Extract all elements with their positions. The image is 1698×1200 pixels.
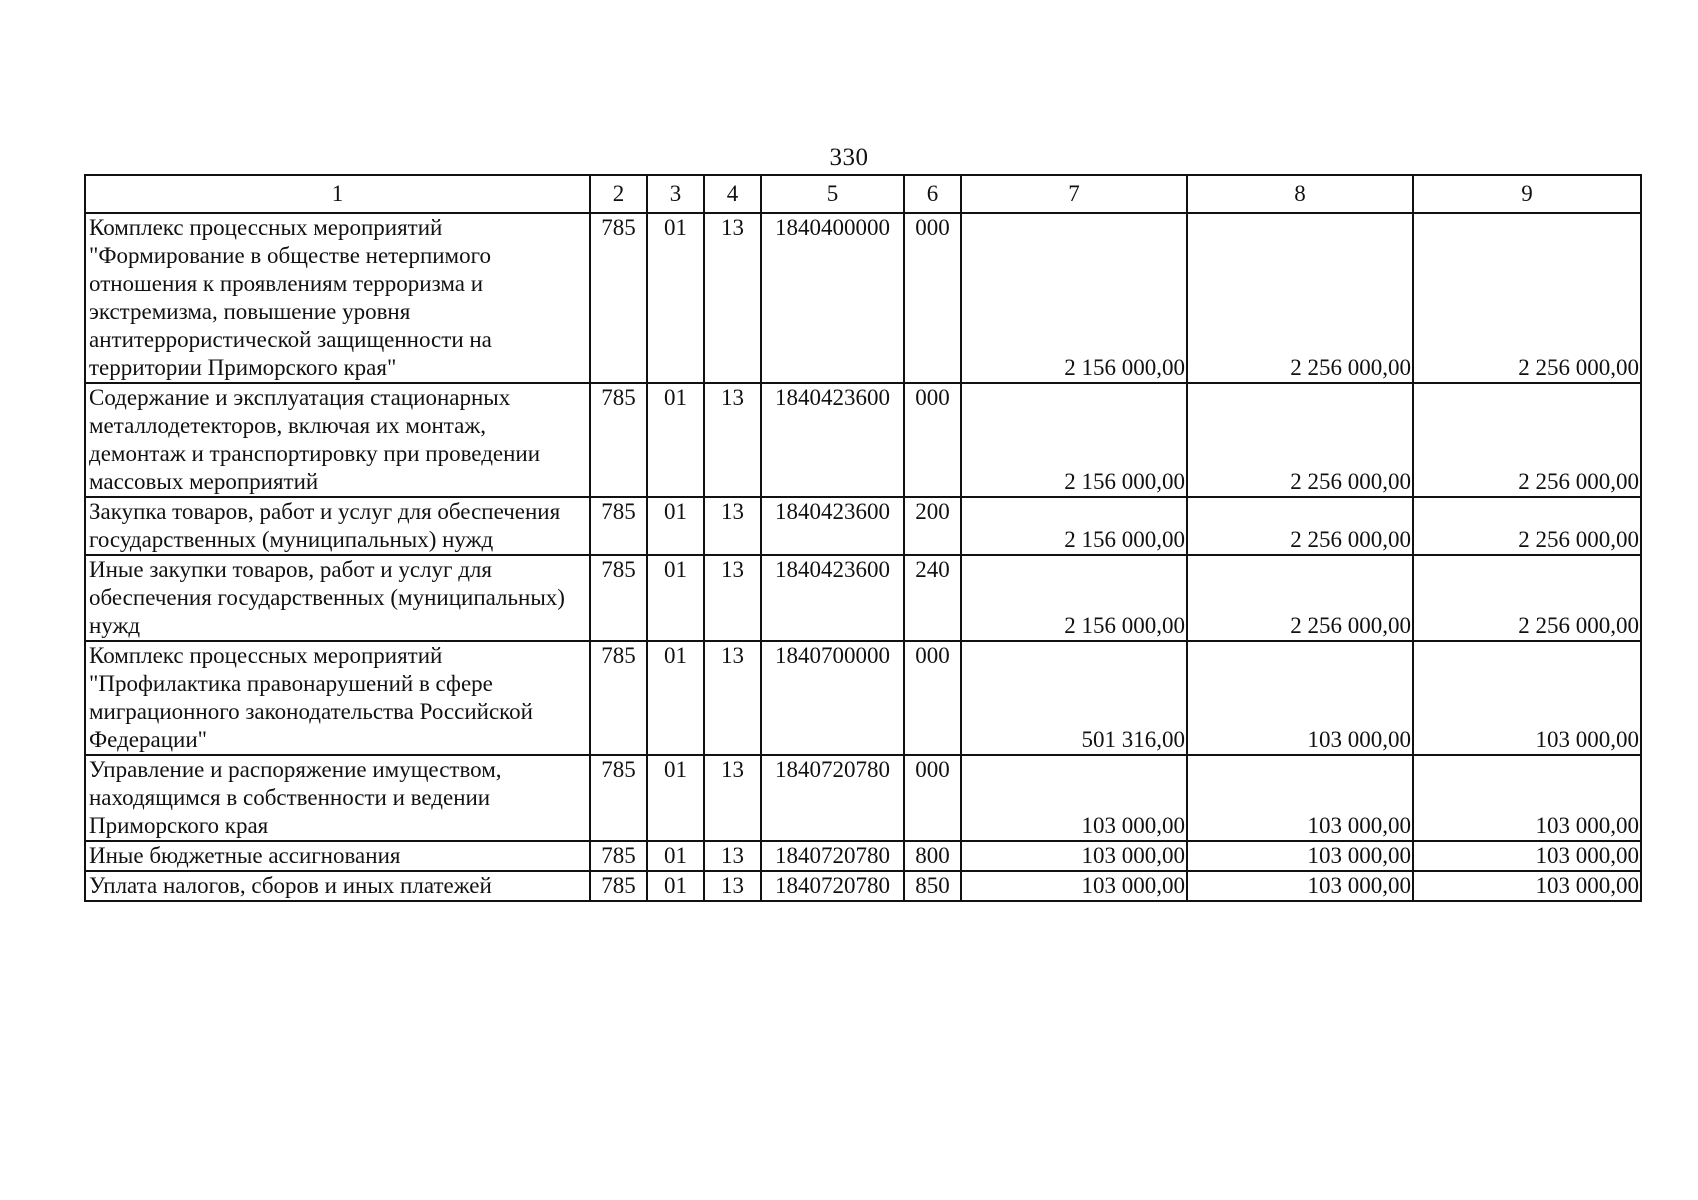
row-name: Содержание и эксплуатация стационарных металлодетекторов, включая их монтаж, демонтаж и транспортировку при проведении массовых мероприятий [85,383,590,497]
cell-code-2: 785 [590,871,647,901]
table-row [85,641,1641,755]
cell-code-2: 785 [590,383,647,497]
cell-code-5: 1840720780 [761,871,904,901]
cell-code-2: 785 [590,755,647,841]
cell-amount-8: 2 256 000,00 [1187,555,1413,641]
page-number: 330 [829,144,869,171]
budget-table [84,174,1642,902]
cell-code-3: 01 [647,641,704,755]
cell-code-4: 13 [704,641,761,755]
table-row [85,213,1641,383]
cell-amount-9: 103 000,00 [1413,641,1641,755]
table-row [85,871,1641,901]
row-name: Иные закупки товаров, работ и услуг для обеспечения государственных (муниципальных) нужд [85,555,590,641]
cell-amount-7: 2 156 000,00 [961,383,1187,497]
cell-code-3: 01 [647,555,704,641]
cell-amount-9: 2 256 000,00 [1413,213,1641,383]
cell-amount-8: 2 256 000,00 [1187,383,1413,497]
table-row [85,755,1641,841]
cell-code-3: 01 [647,213,704,383]
cell-code-6: 800 [904,841,961,871]
cell-code-2: 785 [590,497,647,555]
cell-code-6: 000 [904,755,961,841]
cell-amount-7: 2 156 000,00 [961,213,1187,383]
row-name: Комплекс процессных мероприятий "Формирование в обществе нетерпимого отношения к проявлениям терроризма и экстремизма, повышение уровня антитеррористической защищенности на территории Приморского края" [85,213,590,383]
cell-amount-9: 2 256 000,00 [1413,383,1641,497]
cell-code-3: 01 [647,497,704,555]
column-header: 1 [85,175,590,213]
table-row [85,497,1641,555]
cell-code-5: 1840720780 [761,755,904,841]
cell-amount-7: 2 156 000,00 [961,555,1187,641]
column-header: 6 [904,175,961,213]
cell-amount-9: 103 000,00 [1413,841,1641,871]
cell-code-2: 785 [590,641,647,755]
cell-code-4: 13 [704,555,761,641]
cell-amount-9: 103 000,00 [1413,755,1641,841]
cell-code-4: 13 [704,755,761,841]
cell-code-3: 01 [647,841,704,871]
cell-code-4: 13 [704,213,761,383]
cell-amount-8: 103 000,00 [1187,641,1413,755]
cell-code-6: 000 [904,383,961,497]
cell-amount-7: 103 000,00 [961,841,1187,871]
cell-amount-7: 103 000,00 [961,871,1187,901]
cell-amount-7: 501 316,00 [961,641,1187,755]
row-name: Уплата налогов, сборов и иных платежей [85,871,590,901]
cell-code-4: 13 [704,497,761,555]
column-header: 8 [1187,175,1413,213]
cell-code-5: 1840720780 [761,841,904,871]
cell-code-3: 01 [647,871,704,901]
header-row [85,175,1641,213]
cell-code-3: 01 [647,755,704,841]
cell-code-5: 1840423600 [761,383,904,497]
cell-code-6: 200 [904,497,961,555]
cell-code-5: 1840423600 [761,555,904,641]
table-row [85,383,1641,497]
cell-code-6: 850 [904,871,961,901]
cell-amount-8: 2 256 000,00 [1187,213,1413,383]
row-name: Закупка товаров, работ и услуг для обеспечения государственных (муниципальных) нужд [85,497,590,555]
row-name: Управление и распоряжение имуществом, находящимся в собственности и ведении Приморского края [85,755,590,841]
column-header: 7 [961,175,1187,213]
table-row [85,841,1641,871]
cell-code-3: 01 [647,383,704,497]
row-name: Иные бюджетные ассигнования [85,841,590,871]
column-header: 9 [1413,175,1641,213]
cell-code-6: 000 [904,641,961,755]
row-name: Комплекс процессных мероприятий "Профилактика правонарушений в сфере миграционного законодательства Российской Федерации" [85,641,590,755]
cell-amount-9: 2 256 000,00 [1413,555,1641,641]
cell-code-6: 240 [904,555,961,641]
cell-amount-9: 2 256 000,00 [1413,497,1641,555]
cell-code-5: 1840700000 [761,641,904,755]
cell-code-4: 13 [704,383,761,497]
cell-code-5: 1840400000 [761,213,904,383]
cell-code-6: 000 [904,213,961,383]
cell-code-2: 785 [590,213,647,383]
column-header: 2 [590,175,647,213]
cell-amount-7: 2 156 000,00 [961,497,1187,555]
cell-amount-8: 103 000,00 [1187,755,1413,841]
cell-code-2: 785 [590,841,647,871]
column-header: 4 [704,175,761,213]
cell-code-4: 13 [704,841,761,871]
cell-code-2: 785 [590,555,647,641]
cell-amount-8: 103 000,00 [1187,841,1413,871]
cell-code-5: 1840423600 [761,497,904,555]
cell-amount-7: 103 000,00 [961,755,1187,841]
column-header: 3 [647,175,704,213]
column-header: 5 [761,175,904,213]
table-row [85,555,1641,641]
cell-amount-8: 103 000,00 [1187,871,1413,901]
cell-amount-9: 103 000,00 [1413,871,1641,901]
cell-amount-8: 2 256 000,00 [1187,497,1413,555]
cell-code-4: 13 [704,871,761,901]
